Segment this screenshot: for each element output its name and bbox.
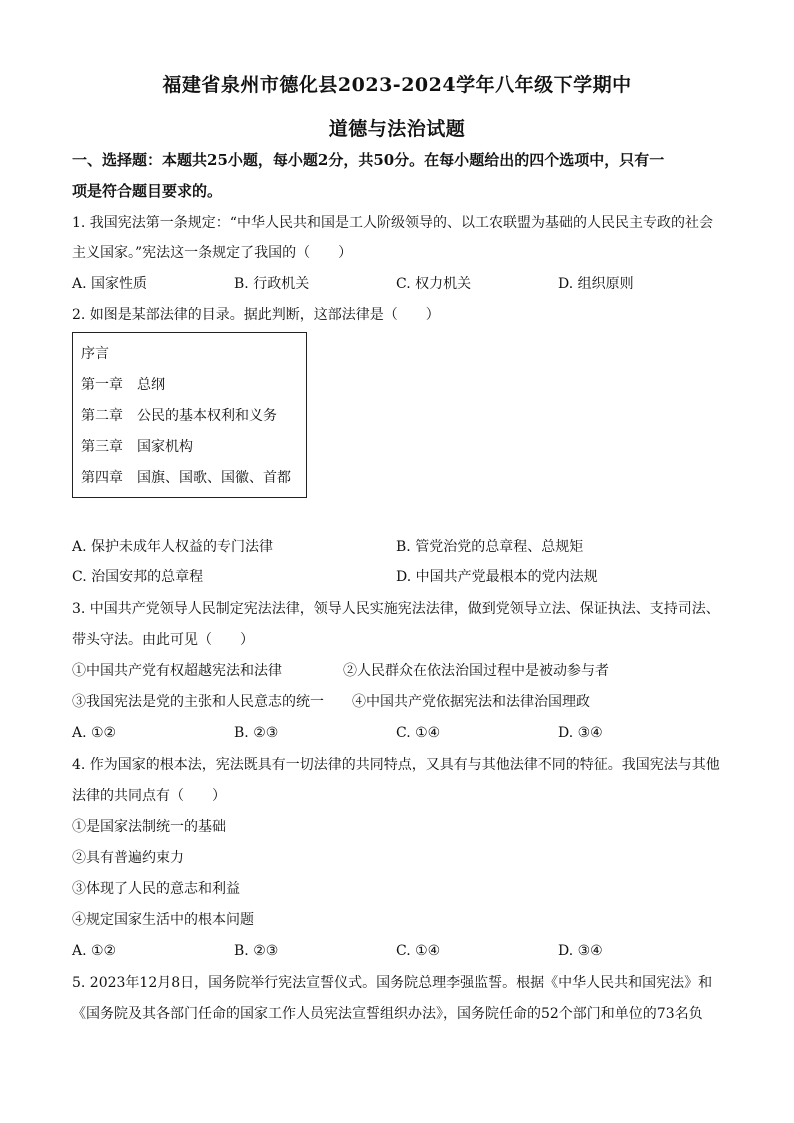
q1-option-b[interactable]: B. 行政机关 (234, 276, 310, 292)
q3-option-b[interactable]: B. ②③ (234, 725, 279, 741)
q3-stem-line1: 3. 中国共产党领导人民制定宪法法律，领导人民实施宪法法律，做到党领导立法、保证执法、支持司法、 (72, 601, 720, 617)
toc-item: 第四章 国旗、国歌、国徽、首都 (81, 470, 291, 486)
q2-option-c[interactable]: C. 治国安邦的总章程 (72, 569, 204, 585)
toc-item: 第一章 总纲 (81, 377, 165, 393)
q5-stem-line1: 5. 2023年12月8日，国务院举行宪法宣誓仪式。国务院总理李强监誓。根据《中华人民共和国宪法》和 (72, 975, 713, 991)
q3-statement-2: ②人民群众在依法治国过程中是被动参与者 (343, 663, 609, 679)
law-table-of-contents (72, 332, 307, 498)
q4-statement-3: ③体现了人民的意志和利益 (72, 881, 240, 897)
q4-stem-line1: 4. 作为国家的根本法，宪法既具有一切法律的共同特点，又具有与其他法律不同的特征。我国宪法与其他 (72, 757, 720, 773)
q1-stem-line2: 主义国家。”宪法这一条规定了我国的（ ） (72, 245, 353, 261)
q1-option-a[interactable]: A. 国家性质 (72, 276, 148, 292)
section-heading-line2: 项是符合题目要求的。 (72, 182, 223, 200)
q4-statement-1: ①是国家法制统一的基础 (72, 819, 226, 835)
q2-stem: 2. 如图是某部法律的目录。据此判断，这部法律是（ ） (72, 307, 440, 323)
q1-stem-line1: 1. 我国宪法第一条规定：“中华人民共和国是工人阶级领导的、以工农联盟为基础的人民民主专政的社会 (72, 215, 713, 231)
q2-option-d[interactable]: D. 中国共产党最根本的党内法规 (396, 569, 598, 585)
q1-option-c[interactable]: C. 权力机关 (396, 276, 472, 292)
q3-option-c[interactable]: C. ①④ (396, 725, 441, 741)
q2-option-a[interactable]: A. 保护未成年人权益的专门法律 (72, 539, 274, 555)
section-heading-line1: 一、选择题：本题共25小题，每小题2分，共50分。在每小题给出的四个选项中，只有一 (72, 151, 665, 169)
q4-stem-line2: 法律的共同点有（ ） (72, 788, 226, 804)
q4-statement-2: ②具有普遍约束力 (72, 850, 184, 866)
q4-option-a[interactable]: A. ①② (72, 943, 117, 959)
q2-option-b[interactable]: B. 管党治党的总章程、总规矩 (396, 539, 584, 555)
q3-option-d[interactable]: D. ③④ (558, 725, 603, 741)
toc-item: 第二章 公民的基本权利和义务 (81, 408, 277, 424)
exam-subject-title: 道德与法治试题 (328, 118, 466, 140)
q5-stem-line2: 《国务院及其各部门任命的国家工作人员宪法宣誓组织办法》，国务院任命的52个部门和单位的73名负 (72, 1006, 703, 1022)
q4-option-b[interactable]: B. ②③ (234, 943, 279, 959)
toc-item: 序言 (81, 346, 109, 362)
exam-title: 福建省泉州市德化县2023-2024学年八年级下学期中 (162, 74, 632, 96)
q1-option-d[interactable]: D. 组织原则 (558, 276, 634, 292)
q3-statement-4: ④中国共产党依据宪法和法律治国理政 (352, 694, 590, 710)
q4-option-d[interactable]: D. ③④ (558, 943, 603, 959)
q3-statement-1: ①中国共产党有权超越宪法和法律 (72, 663, 282, 679)
q3-statement-3: ③我国宪法是党的主张和人民意志的统一 (72, 694, 324, 710)
q4-statement-4: ④规定国家生活中的根本问题 (72, 912, 254, 928)
q3-stem-line2: 带头守法。由此可见（ ） (72, 632, 254, 648)
toc-item: 第三章 国家机构 (81, 439, 193, 455)
q4-option-c[interactable]: C. ①④ (396, 943, 441, 959)
q3-option-a[interactable]: A. ①② (72, 725, 117, 741)
